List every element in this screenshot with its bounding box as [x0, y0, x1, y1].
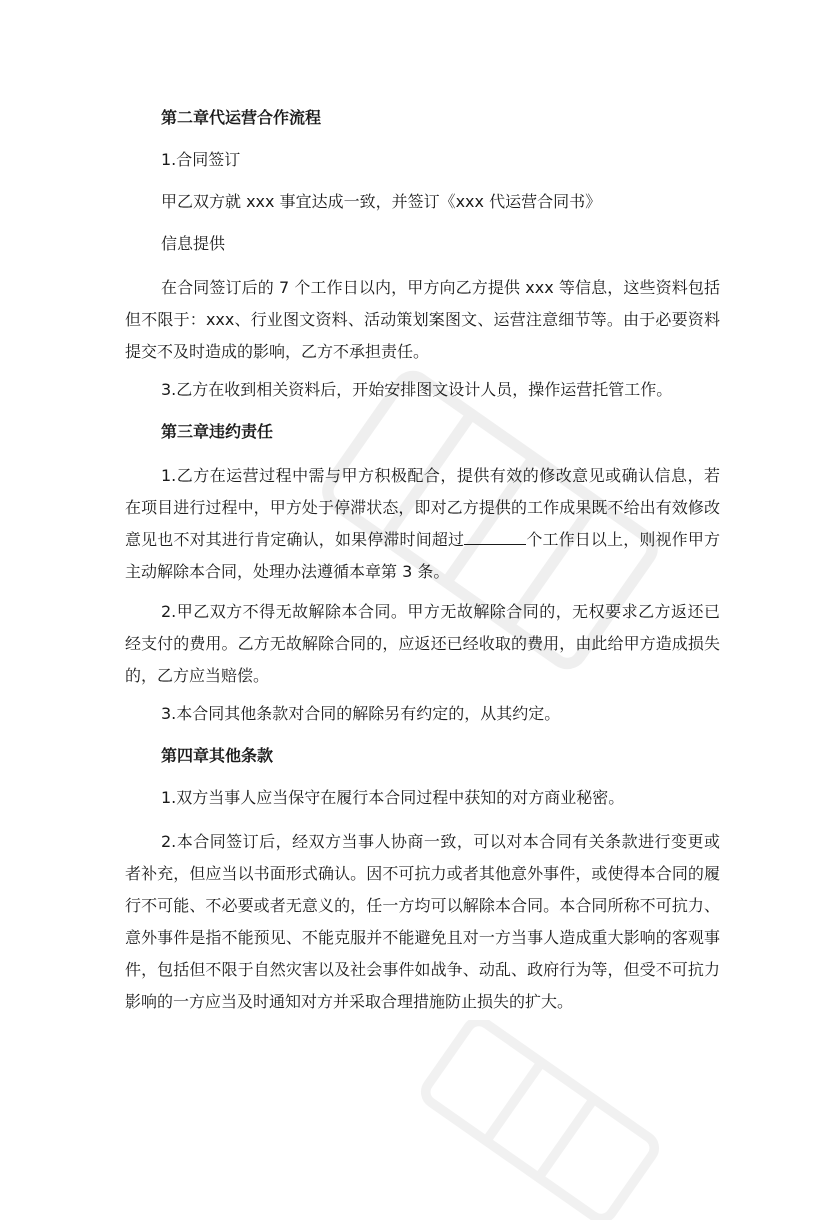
fill-in-blank — [464, 530, 526, 545]
chapter-4-clause-2: 2.本合同签订后，经双方当事人协商一致，可以对本合同有关条款进行变更或者补充，但应当以书面形式确认。因不可抗力或者其他意外事件，或使得本合同的履行不可能、不必要或者无意义的，任一方均可以解除本合同。本合同所称不可抗力、意外事件是指不能预见、不能克服并不能避免且对一方当事人造成重大影响的客观事件，包括但不限于自然灾害以及社会事件如战争、动乱、政府行为等，但受不可抗力影响的一方应当及时通知对方并采取合理措施防止损失的扩大。 — [125, 832, 720, 1011]
chapter-2-title: 第二章代运营合作流程 — [161, 108, 322, 127]
chapter-4-clause-1: 1.双方当事人应当保守在履行本合同过程中获知的对方商业秘密。 — [161, 788, 625, 807]
chapter-3-title: 第三章违约责任 — [161, 422, 274, 441]
watermark-icon — [380, 1020, 700, 1220]
chapter-2-item-3-text: 3.乙方在收到相关资料后，开始安排图文设计人员，操作运营托管工作。 — [161, 380, 673, 399]
chapter-2-item-1-title: 1.合同签订 — [161, 150, 241, 169]
chapter-2-item-2-title: 信息提供 — [161, 234, 226, 253]
chapter-3-clause-1 — [125, 460, 720, 588]
chapter-3-clause-1-before: 1.乙方在运营过程中需与甲方积极配合，提供有效的修改意见或确认信息，若在项目进行过程中，甲方处于停滞状态，即对乙方提供的工作成果既不给出有效修改意见也不对其进行肯定确认，如果停滞时间超过 — [125, 466, 720, 549]
chapter-2-item-2-text: 在合同签订后的 7 个工作日以内，甲方向乙方提供 xxx 等信息，这些资料包括但不限于：xxx、行业图文资料、活动策划案图文、运营注意细节等。由于必要资料提交不及时造成的影响，乙方不承担责任。 — [125, 278, 720, 361]
document-body — [125, 104, 720, 1026]
chapter-4-title: 第四章其他条款 — [161, 746, 274, 765]
chapter-3-clause-3: 3.本合同其他条款对合同的解除另有约定的，从其约定。 — [161, 704, 561, 723]
chapter-2-item-1-text: 甲乙双方就 xxx 事宜达成一致，并签订《xxx 代运营合同书》 — [161, 192, 602, 211]
chapter-3-clause-2: 2.甲乙双方不得无故解除本合同。甲方无故解除合同的，无权要求乙方返还已经支付的费用。乙方无故解除合同的，应返还已经收取的费用，由此给甲方造成损失的，乙方应当赔偿。 — [125, 602, 720, 685]
chapter-3-clause-1-after: 个工作日以上，则视作甲方主动解除本合同，处理办法遵循本章第 3 条。 — [125, 530, 720, 581]
